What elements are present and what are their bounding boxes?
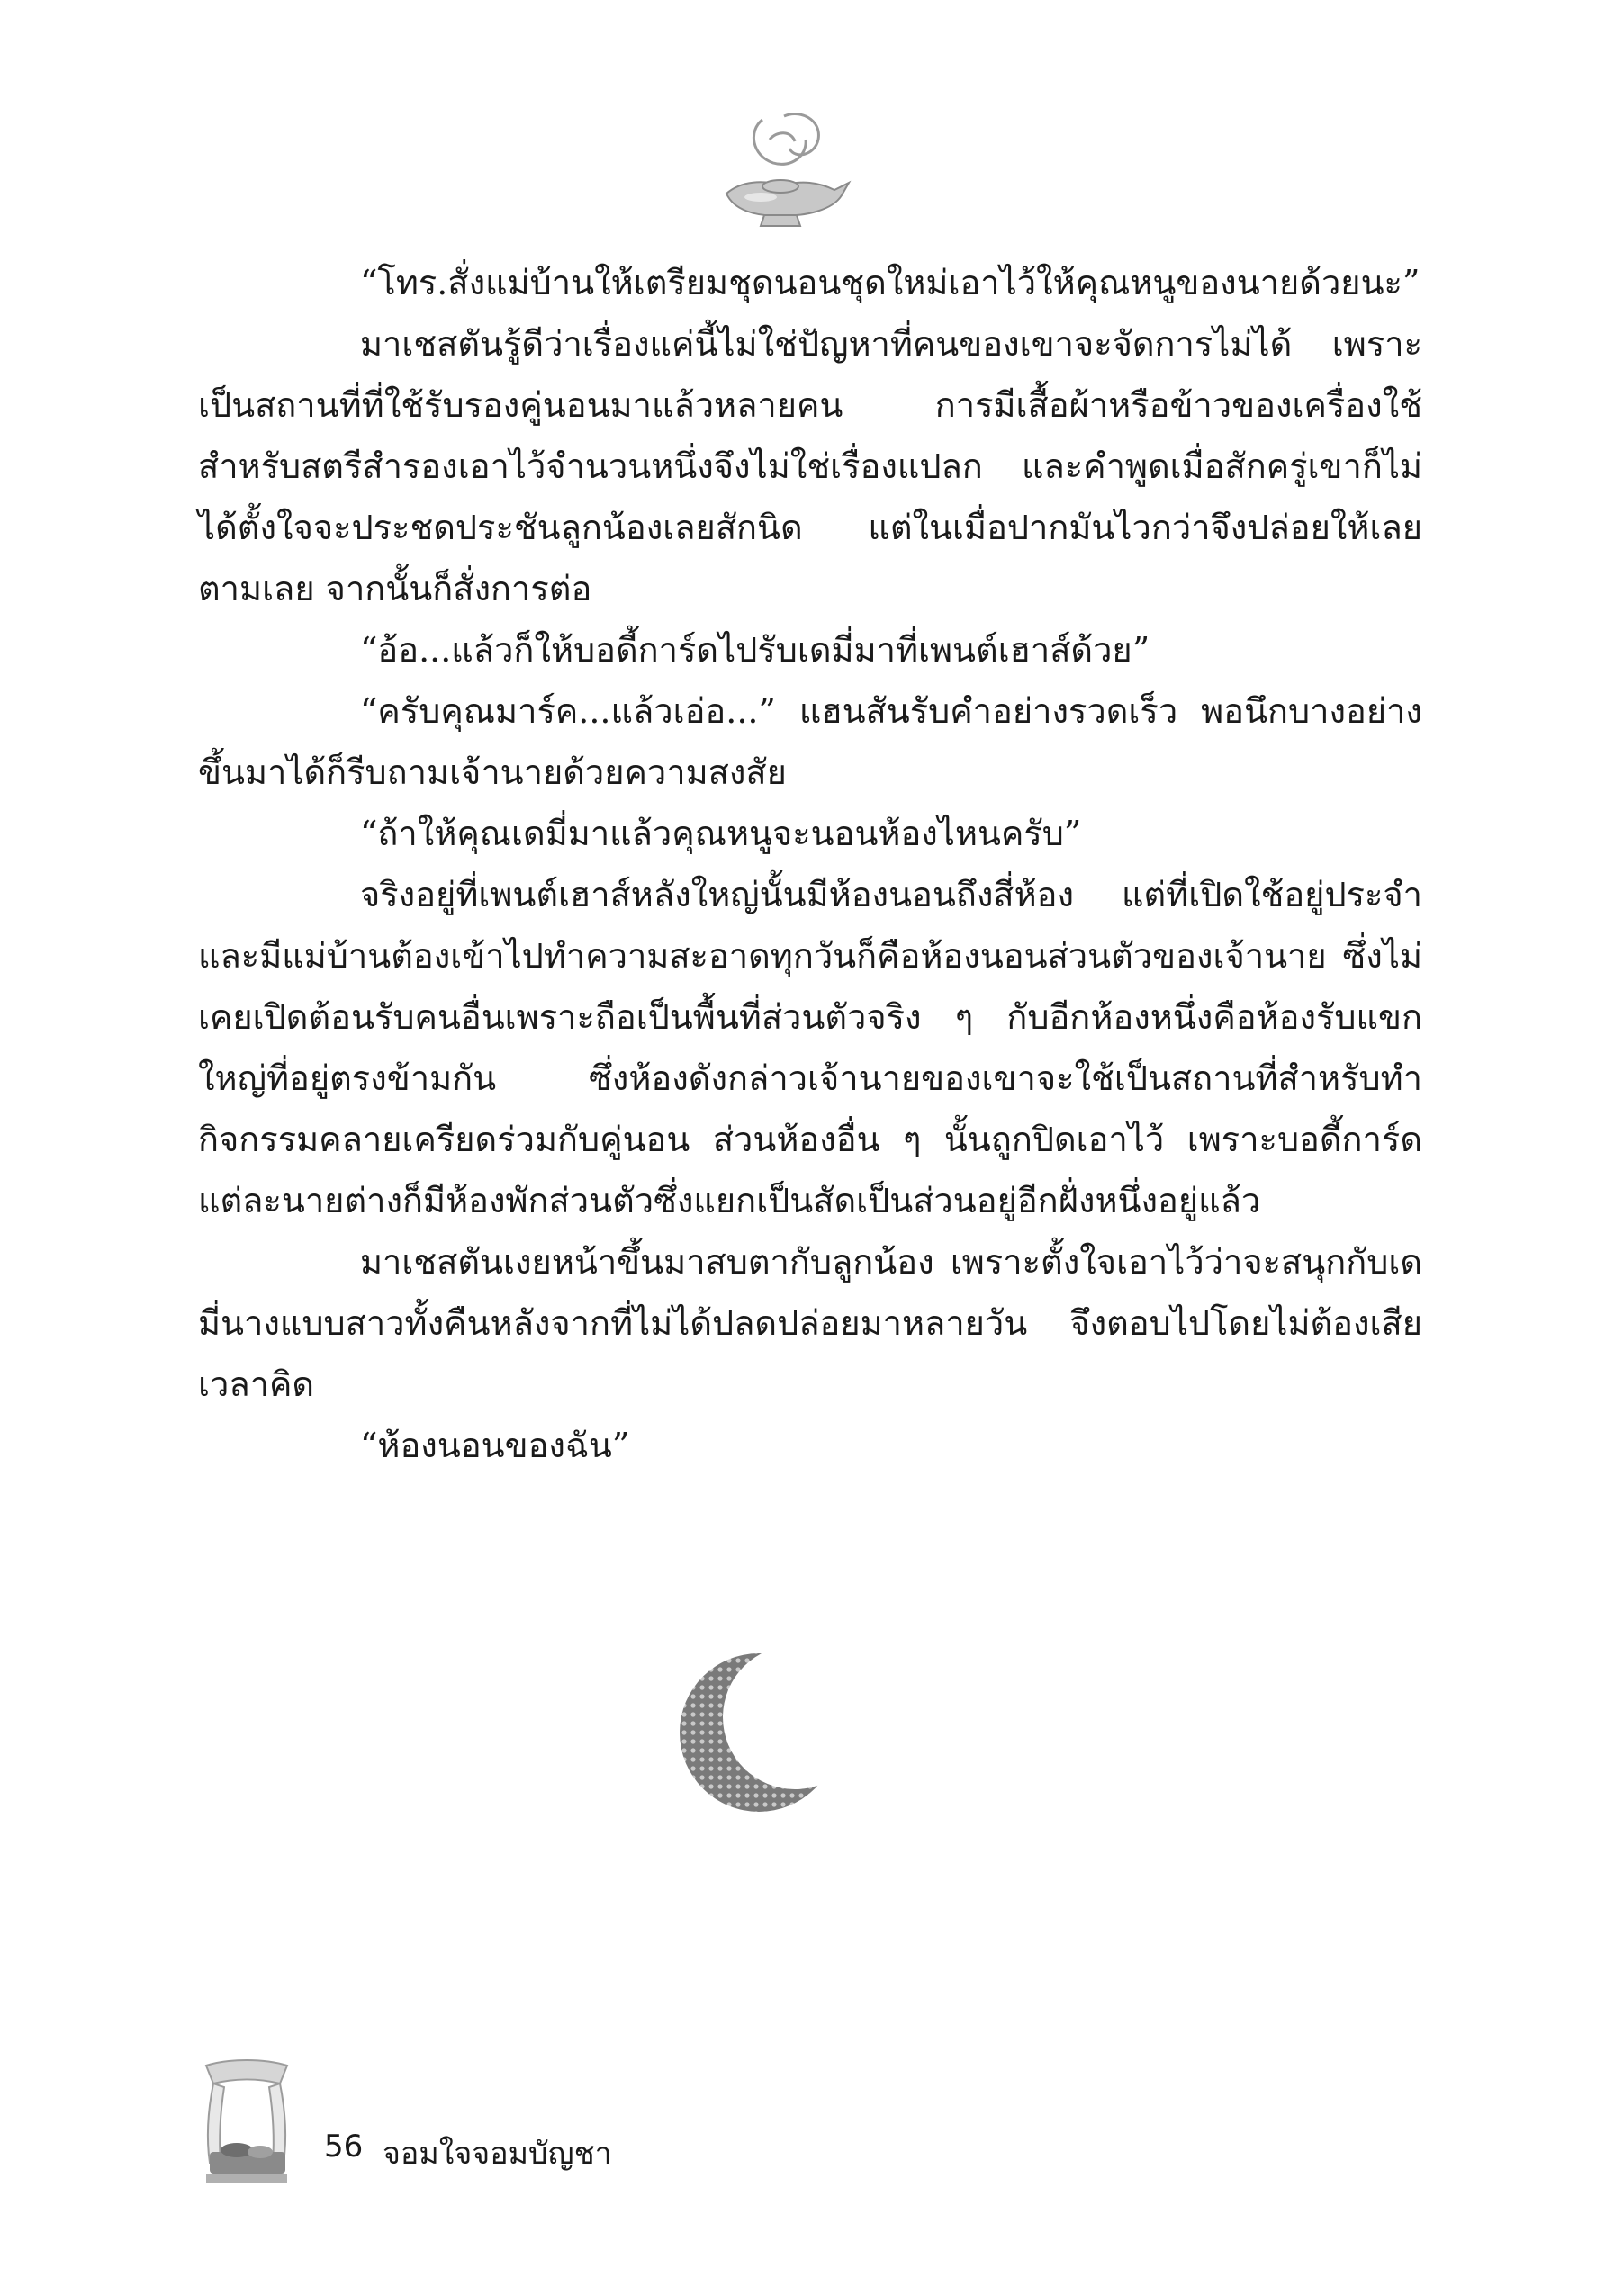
page-number: 56 <box>324 2129 364 2165</box>
page-footer <box>194 2057 824 2192</box>
paragraph: “โทร.สั่งแม่บ้านให้เตรียมชุดนอนชุดใหม่เอาไว้ให้คุณหนูของนายด้วยนะ” <box>360 263 1420 302</box>
canopy-bed-icon <box>194 2057 300 2192</box>
paragraph: “อ้อ...แล้วก็ให้บอดี้การ์ดไปรับเดมี่มาที่เพนต์เฮาส์ด้วย” <box>360 630 1150 670</box>
paragraph: “ห้องนอนของฉัน” <box>360 1426 630 1465</box>
genie-lamp-icon <box>707 104 855 239</box>
body-text <box>198 252 1422 1476</box>
paragraph: “ครับคุณมาร์ค...แล้วเอ่อ...” แฮนสันรับคำอย่างรวดเร็ว พอนึกบางอย่างขึ้นมาได้ก็รีบถามเจ้านายด้วยความสงสัย <box>198 691 1422 792</box>
crescent-moon-icon <box>680 1647 828 1818</box>
book-title: จอมใจจอมบัญชา <box>383 2136 612 2172</box>
paragraph: มาเชสตันเงยหน้าขึ้นมาสบตากับลูกน้อง เพราะตั้งใจเอาไว้ว่าจะสนุกกับเดมี่นางแบบสาวทั้งคืนหลังจากที่ไม่ได้ปลดปล่อยมาหลายวัน จึงตอบไปโดยไม่ต้องเสียเวลาคิด <box>198 1242 1422 1404</box>
paragraph: มาเชสตันรู้ดีว่าเรื่องแค่นี้ไม่ใช่ปัญหาที่คนของเขาจะจัดการไม่ได้ เพราะเป็นสถานที่ที่ใช้รับรองคู่นอนมาแล้วหลายคน การมีเสื้อผ้าหรือข้าวของเครื่องใช้สำหรับสตรีสำรองเอาไว้จำนวนหนึ่งจึงไม่ใช่เรื่องแปลก และคำพูดเมื่อสักครู่เขาก็ไม่ได้ตั้งใจจะประชดประชันลูกน้องเลยสักนิด แต่ในเมื่อปากมันไวกว่าจึงปล่อยให้เลยตามเลย จากนั้นก็สั่งการต่อ <box>198 324 1422 608</box>
paragraph: “ถ้าให้คุณเดมี่มาแล้วคุณหนูจะนอนห้องไหนครับ” <box>360 814 1082 853</box>
paragraph: จริงอยู่ที่เพนต์เฮาส์หลังใหญ่นั้นมีห้องนอนถึงสี่ห้อง แต่ที่เปิดใช้อยู่ประจำและมีแม่บ้านต้องเข้าไปทำความสะอาดทุกวันก็คือห้องนอนส่วนตัวของเจ้านาย ซึ่งไม่เคยเปิดต้อนรับคนอื่นเพราะถือเป็นพื้นที่ส่วนตัวจริง ๆ กับอีกห้องหนึ่งคือห้องรับแขกใหญ่ที่อยู่ตรงข้ามกัน ซึ่งห้องดังกล่าวเจ้านายของเขาจะใช้เป็นสถานที่สำหรับทำกิจกรรมคลายเครียดร่วมกับคู่นอน ส่วนห้องอื่น ๆ นั้นถูกปิดเอาไว้ เพราะบอดี้การ์ดแต่ละนายต่างก็มีห้องพักส่วนตัวซึ่งแยกเป็นสัดเป็นส่วนอยู่อีกฝั่งหนึ่งอยู่แล้ว <box>198 875 1422 1220</box>
